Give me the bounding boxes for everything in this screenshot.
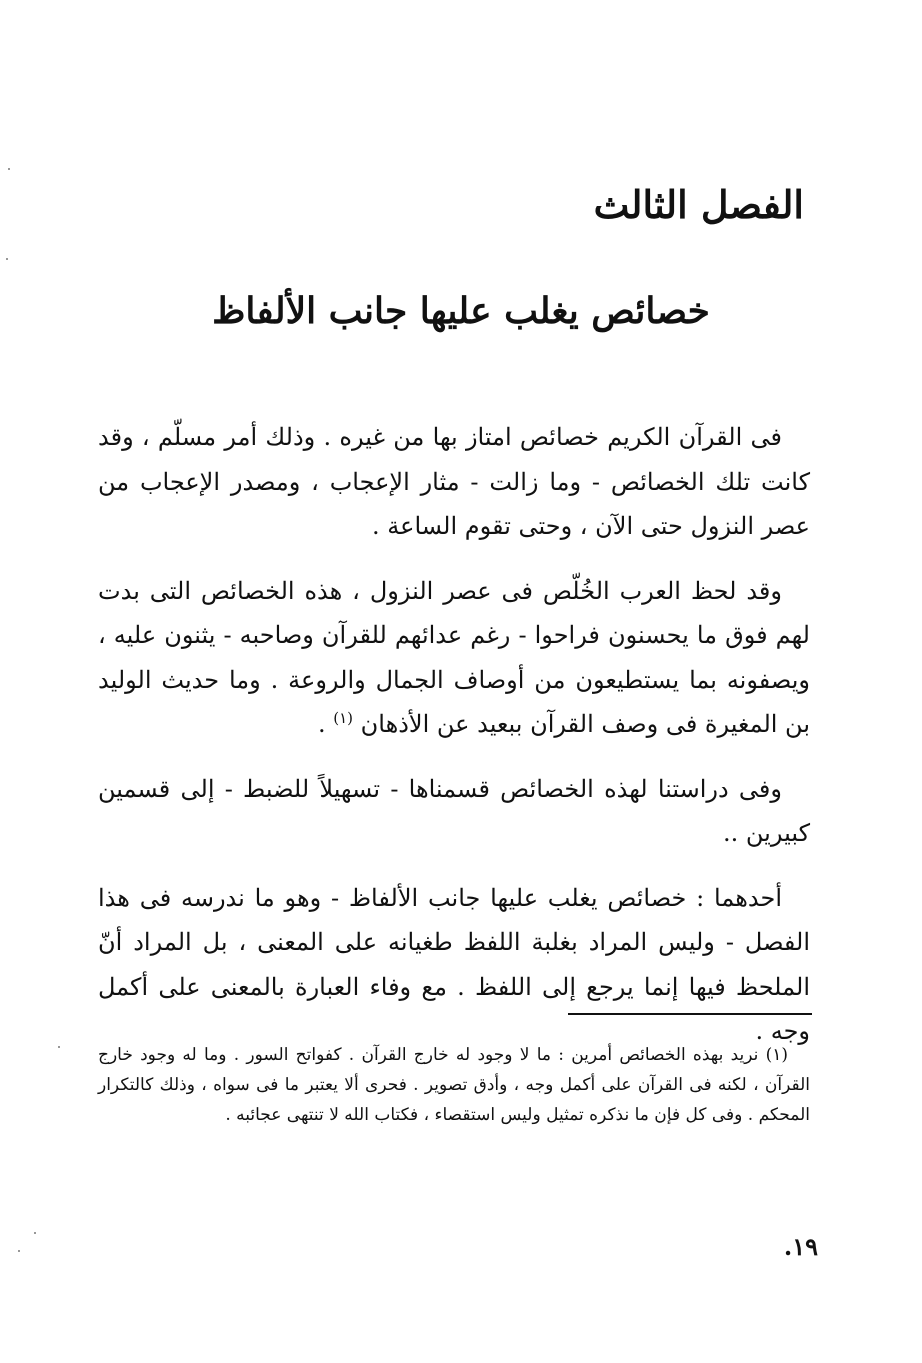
scan-speck — [34, 1232, 36, 1234]
paragraph-2-text: وقد لحظ العرب الخُلّص فى عصر النزول ، هذه الخصائص التى بدت لهم فوق ما يحسنون فراحوا - رغم عدائهم للقرآن وصاحبه - يثنون عليه ، ويصفونه بما يستطيعون من أوصاف الجمال والروعة . وما حديث الوليد بن المغيرة فى وصف القرآن ببعيد عن الأذهان — [98, 576, 810, 738]
scan-speck — [18, 1250, 20, 1252]
paragraph-2-end: . — [317, 710, 326, 738]
section-title: خصائص يغلب عليها جانب الألفاظ — [212, 290, 710, 332]
scan-speck — [58, 1046, 60, 1048]
footnote-divider — [568, 1013, 812, 1015]
body-text — [98, 415, 810, 1074]
paragraph-1: فى القرآن الكريم خصائص امتاز بها من غيره . وذلك أمر مسلّم ، وقد كانت تلك الخصائص - وما زالت - مثار الإعجاب ، ومصدر الإعجاب من عصر النزول حتى الآن ، وحتى تقوم الساعة . — [98, 423, 810, 540]
footnote: (١) نريد بهذه الخصائص أمرين : ما لا وجود له خارج القرآن . كفواتح السور . وما له وجود خارج القرآن ، لكنه فى القرآن على أكمل وجه ، وأدق تصوير . فحرى ألا يعتبر ما فى سواه ، وذلك كالتكرار المحكم . وفى كل فإن ما نذكره تمثيل وليس استقصاء ، فكتاب الله لا تنتهى عجائبه . — [98, 1045, 810, 1125]
page-number: ١٩. — [783, 1232, 818, 1261]
footnote-reference: (١) — [333, 709, 353, 727]
scan-speck — [6, 258, 8, 260]
scan-speck — [8, 168, 10, 170]
paragraph-4: أحدهما : خصائص يغلب عليها جانب الألفاظ - وهو ما ندرسه فى هذا الفصل - وليس المراد بغلبة اللفظ طغيانه على المعنى ، بل المراد أنّ الملحظ فيها إنما يرجع إلى اللفظ . مع وفاء العبارة بالمعنى على أكمل وجه . — [98, 883, 810, 1045]
chapter-title: الفصل الثالث — [593, 182, 804, 227]
paragraph-3: وفى دراستنا لهذه الخصائص قسمناها - تسهيلاً للضبط - إلى قسمين كبيرين .. — [98, 774, 810, 847]
paragraph-2 — [98, 569, 810, 747]
